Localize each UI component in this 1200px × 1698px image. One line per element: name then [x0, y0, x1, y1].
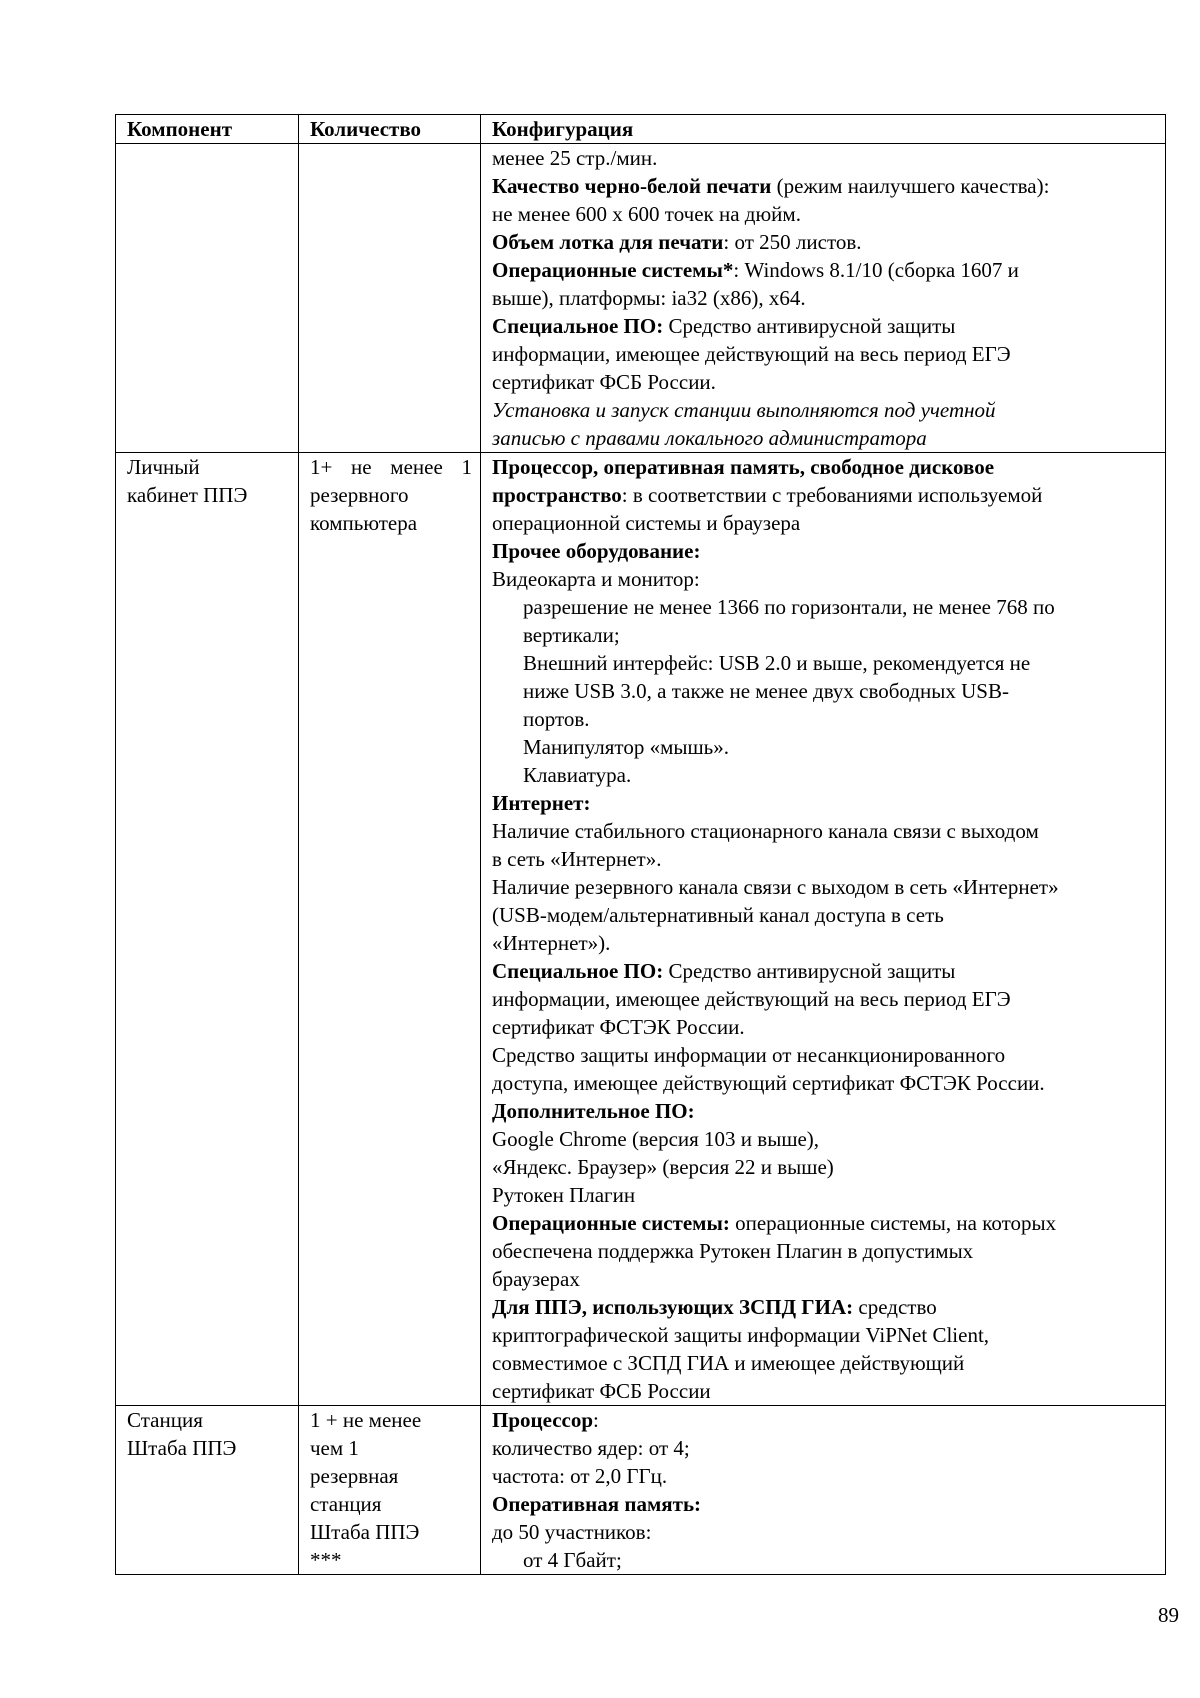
text-line [492, 312, 1157, 340]
text-line: выше), платформы: ia32 (x86), x64. [492, 286, 806, 310]
text-line [492, 228, 1157, 256]
bold-label: Специальное ПО: [492, 314, 664, 338]
requirements-table [115, 114, 1166, 1575]
configuration-cell [481, 453, 1166, 1406]
quantity-text: станция [310, 1492, 382, 1516]
quantity-text: 1 + не менее [310, 1408, 422, 1432]
text-line: Рутокен Плагин [492, 1183, 636, 1207]
configuration-cell [481, 1406, 1166, 1575]
bold-label: Специальное ПО: [492, 959, 664, 983]
header-configuration: Конфигурация [481, 115, 1166, 144]
page-number: 89 [1158, 1603, 1179, 1627]
bold-label: Объем лотка для печати [492, 230, 724, 254]
text-line: до 50 участников: [492, 1520, 652, 1544]
table-row [116, 1406, 1166, 1575]
text-line: «Интернет»). [492, 931, 611, 955]
note-line: записью с правами локального администратора [492, 426, 927, 450]
text-line [492, 256, 1157, 284]
text-line: (USB-модем/альтернативный канал доступа в сеть [492, 903, 944, 927]
text-line: операционной системы и браузера [492, 511, 801, 535]
bold-label: Дополнительное ПО: [492, 1099, 695, 1123]
text-span: : Windows 8.1/10 (сборка 1607 и [733, 258, 1019, 282]
text-line [492, 789, 1157, 817]
bold-label: Процессор, оперативная память, свободное дисковое [492, 455, 995, 479]
table-header-row [116, 115, 1166, 144]
text-span: : [593, 1408, 599, 1432]
text-line: информации, имеющее действующий на весь период ЕГЭ [492, 987, 1011, 1011]
quantity-text: резервного [310, 483, 409, 507]
text-line: сертификат ФСБ России. [492, 370, 716, 394]
text-line: сертификат ФСБ России [492, 1379, 711, 1403]
text-line: количество ядер: от 4; [492, 1436, 690, 1460]
table-row [116, 144, 1166, 453]
bold-label: Качество черно-белой печати [492, 174, 772, 198]
component-name: Штаба ППЭ [127, 1436, 237, 1460]
text-line: менее 25 стр./мин. [492, 146, 658, 170]
quantity-cell [299, 144, 481, 453]
bold-label: Прочее оборудование: [492, 539, 701, 563]
text-line: сертификат ФСТЭК России. [492, 1015, 745, 1039]
component-name: Станция [127, 1408, 203, 1432]
text-span: (режим наилучшего качества): [771, 174, 1050, 198]
list-item: Клавиатура. [523, 763, 632, 787]
bold-label: Оперативная память: [492, 1492, 702, 1516]
list-item: от 4 Гбайт; [523, 1548, 622, 1572]
text-span: Средство антивирусной защиты [663, 314, 956, 338]
text-line: Google Chrome (версия 103 и выше), [492, 1127, 820, 1151]
text-line: Видеокарта и монитор: [492, 567, 700, 591]
bold-label: Для ППЭ, использующих ЗСПД ГИА: [492, 1295, 854, 1319]
text-line [492, 1490, 1157, 1518]
text-span: : в соответствии с требованиями используемой [621, 483, 1043, 507]
component-cell [116, 453, 299, 1406]
text-line: информации, имеющее действующий на весь период ЕГЭ [492, 342, 1011, 366]
text-span: средство [853, 1295, 937, 1319]
text-line: «Яндекс. Браузер» (версия 22 и выше) [492, 1155, 834, 1179]
list-item: вертикали; [523, 623, 620, 647]
list-item: разрешение не менее 1366 по горизонтали, не менее 768 по [523, 595, 1055, 619]
component-name: кабинет ППЭ [127, 483, 248, 507]
text-line: частота: от 2,0 ГГц. [492, 1464, 668, 1488]
text-span: : от 250 листов. [723, 230, 862, 254]
text-line: в сеть «Интернет». [492, 847, 662, 871]
table-row [116, 453, 1166, 1406]
text-line [492, 453, 1157, 481]
bold-label: пространство [492, 483, 622, 507]
text-line: Средство защиты информации от несанкционированного [492, 1043, 1006, 1067]
component-name: Личный [127, 455, 200, 479]
quantity-text: 1+ не менее 1 [310, 455, 472, 479]
text-line [492, 1293, 1157, 1321]
header-component: Компонент [116, 115, 299, 144]
note-line: Установка и запуск станции выполняются под учетной [492, 398, 996, 422]
text-line: Наличие резервного канала связи с выходом в сеть «Интернет» [492, 875, 1059, 899]
text-line: обеспечена поддержка Рутокен Плагин в допустимых [492, 1239, 974, 1263]
bold-label: Процессор [492, 1408, 594, 1432]
text-line [492, 1209, 1157, 1237]
text-line [492, 481, 1157, 509]
text-line: не менее 600 х 600 точек на дюйм. [492, 202, 801, 226]
quantity-text: чем 1 [310, 1436, 359, 1460]
text-line [492, 537, 1157, 565]
text-span: Средство антивирусной защиты [663, 959, 956, 983]
list-item: портов. [523, 707, 590, 731]
text-line [492, 1097, 1157, 1125]
quantity-text: резервная [310, 1464, 399, 1488]
bold-label: Операционные системы* [492, 258, 734, 282]
configuration-cell [481, 144, 1166, 453]
quantity-text: Штаба ППЭ [310, 1520, 420, 1544]
component-cell [116, 144, 299, 453]
bold-label: Интернет: [492, 791, 591, 815]
text-line: криптографической защиты информации ViPNet Client, [492, 1323, 990, 1347]
text-line: браузерах [492, 1267, 580, 1291]
text-line [492, 957, 1157, 985]
text-line: Наличие стабильного стационарного канала связи с выходом [492, 819, 1039, 843]
header-quantity: Количество [299, 115, 481, 144]
list-item: Внешний интерфейс: USB 2.0 и выше, рекомендуется не [523, 651, 1031, 675]
list-item: Манипулятор «мышь». [523, 735, 729, 759]
text-line [492, 172, 1157, 200]
text-span: операционные системы, на которых [729, 1211, 1057, 1235]
list-item: ниже USB 3.0, а также не менее двух свободных USB- [523, 679, 1009, 703]
text-line: доступа, имеющее действующий сертификат ФСТЭК России. [492, 1071, 1045, 1095]
component-cell [116, 1406, 299, 1575]
quantity-text: компьютера [310, 511, 418, 535]
quantity-cell [299, 453, 481, 1406]
quantity-cell [299, 1406, 481, 1575]
text-line [492, 1406, 1157, 1434]
quantity-text: *** [310, 1548, 342, 1572]
text-line: совместимое с ЗСПД ГИА и имеющее действующий [492, 1351, 965, 1375]
bold-label: Операционные системы: [492, 1211, 730, 1235]
